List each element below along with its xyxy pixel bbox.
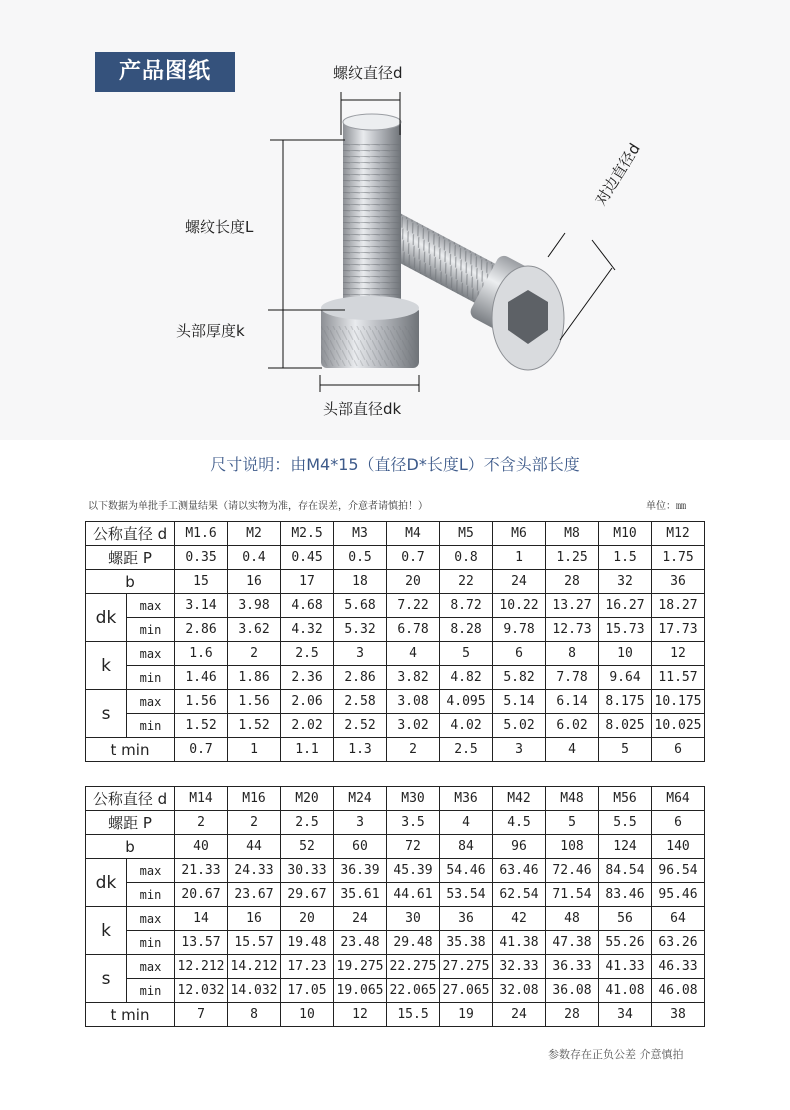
k-min-label: min <box>127 931 175 955</box>
value-cell: 1.5 <box>599 546 652 570</box>
value-cell: 23.67 <box>228 883 281 907</box>
value-cell: 4.32 <box>281 618 334 642</box>
nominal-diameter-label: 公称直径 d <box>86 522 175 546</box>
value-cell: 42 <box>493 907 546 931</box>
value-cell: 2.36 <box>281 666 334 690</box>
size-caption: 尺寸说明：由M4*15（直径D*长度L）不含头部长度 <box>210 455 580 474</box>
value-cell: 8.72 <box>440 594 493 618</box>
pitch-label: 螺距 P <box>86 546 175 570</box>
value-cell: 22.275 <box>387 955 440 979</box>
value-cell: 36.08 <box>546 979 599 1003</box>
value-cell: 3.82 <box>387 666 440 690</box>
spec-table-body <box>86 787 705 1027</box>
value-cell: 32.08 <box>493 979 546 1003</box>
value-cell: 7 <box>175 1003 228 1027</box>
table-row <box>86 1003 705 1027</box>
size-header: M1.6 <box>175 522 228 546</box>
value-cell: 36 <box>652 570 705 594</box>
k-min-label: min <box>127 666 175 690</box>
value-cell: 3.98 <box>228 594 281 618</box>
value-cell: 140 <box>652 835 705 859</box>
value-cell: 29.48 <box>387 931 440 955</box>
value-cell: 2.02 <box>281 714 334 738</box>
size-header: M64 <box>652 787 705 811</box>
value-cell: 14.032 <box>228 979 281 1003</box>
value-cell: 29.67 <box>281 883 334 907</box>
size-header: M42 <box>493 787 546 811</box>
value-cell: 7.22 <box>387 594 440 618</box>
value-cell: 5.14 <box>493 690 546 714</box>
value-cell: 3.08 <box>387 690 440 714</box>
value-cell: 1.75 <box>652 546 705 570</box>
value-cell: 3.62 <box>228 618 281 642</box>
value-cell: 5.32 <box>334 618 387 642</box>
value-cell: 72.46 <box>546 859 599 883</box>
value-cell: 96 <box>493 835 546 859</box>
head-diameter-label: 头部直径dk <box>323 400 402 418</box>
value-cell: 5.68 <box>334 594 387 618</box>
value-cell: 1.56 <box>228 690 281 714</box>
value-cell: 19 <box>440 1003 493 1027</box>
value-cell: 20 <box>387 570 440 594</box>
value-cell: 71.54 <box>546 883 599 907</box>
value-cell: 4.5 <box>493 811 546 835</box>
value-cell: 0.35 <box>175 546 228 570</box>
value-cell: 16.27 <box>599 594 652 618</box>
value-cell: 2.86 <box>334 666 387 690</box>
value-cell: 60 <box>334 835 387 859</box>
value-cell: 15.73 <box>599 618 652 642</box>
table-row <box>86 811 705 835</box>
value-cell: 1 <box>493 546 546 570</box>
table-row <box>86 907 705 931</box>
t-min-label: t min <box>86 738 175 762</box>
value-cell: 15.5 <box>387 1003 440 1027</box>
value-cell: 2.52 <box>334 714 387 738</box>
value-cell: 6.14 <box>546 690 599 714</box>
pitch-label: 螺距 P <box>86 811 175 835</box>
table-row <box>86 955 705 979</box>
size-header: M6 <box>493 522 546 546</box>
value-cell: 5.82 <box>493 666 546 690</box>
dk-min-label: min <box>127 618 175 642</box>
value-cell: 48 <box>546 907 599 931</box>
value-cell: 27.275 <box>440 955 493 979</box>
spec-table-small <box>85 521 705 762</box>
value-cell: 5 <box>546 811 599 835</box>
value-cell: 1.46 <box>175 666 228 690</box>
value-cell: 27.065 <box>440 979 493 1003</box>
value-cell: 13.27 <box>546 594 599 618</box>
value-cell: 12.73 <box>546 618 599 642</box>
value-cell: 3 <box>334 642 387 666</box>
size-header: M14 <box>175 787 228 811</box>
spec-table-body <box>86 522 705 762</box>
b-label: b <box>86 835 175 859</box>
value-cell: 2 <box>228 811 281 835</box>
k-label: k <box>86 907 127 955</box>
value-cell: 14 <box>175 907 228 931</box>
value-cell: 12.032 <box>175 979 228 1003</box>
value-cell: 4.095 <box>440 690 493 714</box>
value-cell: 36 <box>440 907 493 931</box>
value-cell: 32.33 <box>493 955 546 979</box>
value-cell: 0.4 <box>228 546 281 570</box>
value-cell: 0.8 <box>440 546 493 570</box>
value-cell: 0.5 <box>334 546 387 570</box>
size-header: M24 <box>334 787 387 811</box>
value-cell: 3.5 <box>387 811 440 835</box>
value-cell: 35.61 <box>334 883 387 907</box>
value-cell: 19.065 <box>334 979 387 1003</box>
value-cell: 0.7 <box>175 738 228 762</box>
s-min-label: min <box>127 714 175 738</box>
value-cell: 14.212 <box>228 955 281 979</box>
table-row <box>86 594 705 618</box>
value-cell: 1 <box>228 738 281 762</box>
value-cell: 2 <box>175 811 228 835</box>
value-cell: 19.48 <box>281 931 334 955</box>
table-row <box>86 835 705 859</box>
table-row <box>86 787 705 811</box>
value-cell: 24 <box>493 570 546 594</box>
value-cell: 17 <box>281 570 334 594</box>
value-cell: 2.86 <box>175 618 228 642</box>
value-cell: 20 <box>281 907 334 931</box>
value-cell: 3 <box>493 738 546 762</box>
value-cell: 20.67 <box>175 883 228 907</box>
value-cell: 9.64 <box>599 666 652 690</box>
value-cell: 2.58 <box>334 690 387 714</box>
value-cell: 30.33 <box>281 859 334 883</box>
section-banner: 产品图纸 <box>95 52 235 92</box>
value-cell: 4.02 <box>440 714 493 738</box>
table-row <box>86 931 705 955</box>
value-cell: 17.23 <box>281 955 334 979</box>
value-cell: 18 <box>334 570 387 594</box>
value-cell: 8.025 <box>599 714 652 738</box>
s-min-label: min <box>127 979 175 1003</box>
value-cell: 15 <box>175 570 228 594</box>
value-cell: 38 <box>652 1003 705 1027</box>
value-cell: 8.28 <box>440 618 493 642</box>
spec-table-large <box>85 786 705 1027</box>
value-cell: 10 <box>281 1003 334 1027</box>
b-label: b <box>86 570 175 594</box>
size-header: M2 <box>228 522 281 546</box>
table-row <box>86 714 705 738</box>
k-max-label: max <box>127 642 175 666</box>
value-cell: 24 <box>334 907 387 931</box>
value-cell: 2 <box>228 642 281 666</box>
value-cell: 53.54 <box>440 883 493 907</box>
measurement-note: 以下数据为单批手工测量结果（请以实物为准，存在误差，介意者请慎拍！） <box>88 501 428 512</box>
value-cell: 11.57 <box>652 666 705 690</box>
value-cell: 10.22 <box>493 594 546 618</box>
value-cell: 4 <box>546 738 599 762</box>
value-cell: 44 <box>228 835 281 859</box>
value-cell: 44.61 <box>387 883 440 907</box>
value-cell: 32 <box>599 570 652 594</box>
value-cell: 1.86 <box>228 666 281 690</box>
value-cell: 84.54 <box>599 859 652 883</box>
value-cell: 95.46 <box>652 883 705 907</box>
value-cell: 12 <box>334 1003 387 1027</box>
table-row <box>86 618 705 642</box>
value-cell: 124 <box>599 835 652 859</box>
value-cell: 10 <box>599 642 652 666</box>
value-cell: 1.52 <box>175 714 228 738</box>
value-cell: 8 <box>228 1003 281 1027</box>
value-cell: 22.065 <box>387 979 440 1003</box>
value-cell: 46.33 <box>652 955 705 979</box>
value-cell: 2 <box>387 738 440 762</box>
value-cell: 40 <box>175 835 228 859</box>
value-cell: 1.25 <box>546 546 599 570</box>
value-cell: 16 <box>228 907 281 931</box>
size-header: M5 <box>440 522 493 546</box>
value-cell: 41.08 <box>599 979 652 1003</box>
value-cell: 12.212 <box>175 955 228 979</box>
value-cell: 84 <box>440 835 493 859</box>
value-cell: 6 <box>652 811 705 835</box>
value-cell: 108 <box>546 835 599 859</box>
value-cell: 24.33 <box>228 859 281 883</box>
size-header: M30 <box>387 787 440 811</box>
size-header: M36 <box>440 787 493 811</box>
thread-length-label: 螺纹长度L <box>185 218 254 236</box>
value-cell: 28 <box>546 1003 599 1027</box>
value-cell: 28 <box>546 570 599 594</box>
value-cell: 1.56 <box>175 690 228 714</box>
table-row <box>86 546 705 570</box>
head-thickness-label: 头部厚度k <box>176 322 245 340</box>
value-cell: 2.5 <box>440 738 493 762</box>
value-cell: 54.46 <box>440 859 493 883</box>
tolerance-footer: 参数存在正负公差 介意慎拍 <box>548 1048 684 1061</box>
s-max-label: max <box>127 955 175 979</box>
value-cell: 56 <box>599 907 652 931</box>
size-header: M8 <box>546 522 599 546</box>
value-cell: 63.46 <box>493 859 546 883</box>
table-row <box>86 690 705 714</box>
value-cell: 52 <box>281 835 334 859</box>
value-cell: 10.025 <box>652 714 705 738</box>
dk-label: dk <box>86 859 127 907</box>
value-cell: 15.57 <box>228 931 281 955</box>
value-cell: 41.38 <box>493 931 546 955</box>
dk-max-label: max <box>127 859 175 883</box>
value-cell: 3 <box>334 811 387 835</box>
value-cell: 16 <box>228 570 281 594</box>
value-cell: 1.52 <box>228 714 281 738</box>
value-cell: 2.5 <box>281 811 334 835</box>
value-cell: 45.39 <box>387 859 440 883</box>
across-flats-label: 对边直径d <box>591 140 644 209</box>
value-cell: 2.5 <box>281 642 334 666</box>
value-cell: 1.6 <box>175 642 228 666</box>
size-header: M20 <box>281 787 334 811</box>
value-cell: 47.38 <box>546 931 599 955</box>
value-cell: 19.275 <box>334 955 387 979</box>
value-cell: 6.78 <box>387 618 440 642</box>
size-header: M10 <box>599 522 652 546</box>
table-row <box>86 979 705 1003</box>
dk-label: dk <box>86 594 127 642</box>
unit-label: 单位：㎜ <box>646 501 686 512</box>
value-cell: 5.02 <box>493 714 546 738</box>
s-label: s <box>86 955 127 1003</box>
value-cell: 2.06 <box>281 690 334 714</box>
value-cell: 13.57 <box>175 931 228 955</box>
value-cell: 41.33 <box>599 955 652 979</box>
value-cell: 9.78 <box>493 618 546 642</box>
value-cell: 30 <box>387 907 440 931</box>
value-cell: 17.73 <box>652 618 705 642</box>
value-cell: 24 <box>493 1003 546 1027</box>
table-row <box>86 666 705 690</box>
size-header: M2.5 <box>281 522 334 546</box>
value-cell: 21.33 <box>175 859 228 883</box>
value-cell: 83.46 <box>599 883 652 907</box>
value-cell: 7.78 <box>546 666 599 690</box>
value-cell: 72 <box>387 835 440 859</box>
value-cell: 4 <box>440 811 493 835</box>
value-cell: 1.1 <box>281 738 334 762</box>
value-cell: 12 <box>652 642 705 666</box>
value-cell: 22 <box>440 570 493 594</box>
value-cell: 10.175 <box>652 690 705 714</box>
value-cell: 5 <box>440 642 493 666</box>
value-cell: 8.175 <box>599 690 652 714</box>
nominal-diameter-label: 公称直径 d <box>86 787 175 811</box>
table-row <box>86 859 705 883</box>
size-header: M4 <box>387 522 440 546</box>
value-cell: 64 <box>652 907 705 931</box>
value-cell: 5.5 <box>599 811 652 835</box>
table-row <box>86 570 705 594</box>
k-label: k <box>86 642 127 690</box>
value-cell: 5 <box>599 738 652 762</box>
value-cell: 62.54 <box>493 883 546 907</box>
k-max-label: max <box>127 907 175 931</box>
value-cell: 6 <box>652 738 705 762</box>
value-cell: 6.02 <box>546 714 599 738</box>
dk-max-label: max <box>127 594 175 618</box>
dk-min-label: min <box>127 883 175 907</box>
size-header: M3 <box>334 522 387 546</box>
value-cell: 46.08 <box>652 979 705 1003</box>
value-cell: 3.14 <box>175 594 228 618</box>
value-cell: 17.05 <box>281 979 334 1003</box>
s-label: s <box>86 690 127 738</box>
table-row <box>86 883 705 907</box>
value-cell: 0.7 <box>387 546 440 570</box>
value-cell: 4.68 <box>281 594 334 618</box>
value-cell: 18.27 <box>652 594 705 618</box>
value-cell: 23.48 <box>334 931 387 955</box>
size-header: M16 <box>228 787 281 811</box>
value-cell: 63.26 <box>652 931 705 955</box>
table-row <box>86 522 705 546</box>
table-row <box>86 738 705 762</box>
value-cell: 1.3 <box>334 738 387 762</box>
size-header: M56 <box>599 787 652 811</box>
value-cell: 36.39 <box>334 859 387 883</box>
value-cell: 4 <box>387 642 440 666</box>
value-cell: 3.02 <box>387 714 440 738</box>
s-max-label: max <box>127 690 175 714</box>
size-header: M12 <box>652 522 705 546</box>
size-header: M48 <box>546 787 599 811</box>
value-cell: 6 <box>493 642 546 666</box>
table-row <box>86 642 705 666</box>
value-cell: 4.82 <box>440 666 493 690</box>
value-cell: 96.54 <box>652 859 705 883</box>
value-cell: 36.33 <box>546 955 599 979</box>
value-cell: 34 <box>599 1003 652 1027</box>
t-min-label: t min <box>86 1003 175 1027</box>
value-cell: 35.38 <box>440 931 493 955</box>
thread-diameter-label: 螺纹直径d <box>333 64 403 82</box>
value-cell: 8 <box>546 642 599 666</box>
value-cell: 55.26 <box>599 931 652 955</box>
value-cell: 0.45 <box>281 546 334 570</box>
